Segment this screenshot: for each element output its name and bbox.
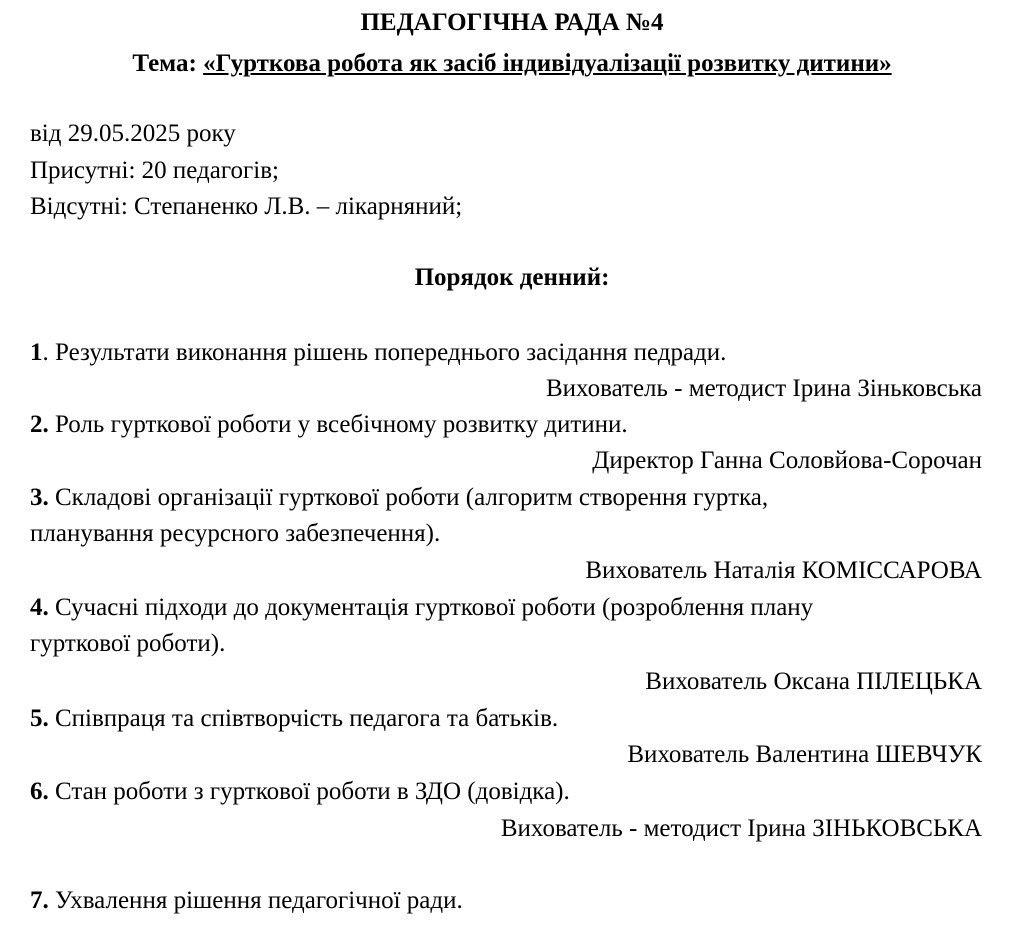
agenda-speaker-3: Вихователь Наталія КОМІССАРОВА: [585, 557, 982, 584]
agenda-item-7: 7. Ухвалення рішення педагогічної ради.: [30, 887, 463, 914]
theme-label: Тема:: [132, 50, 197, 77]
agenda-item-3: 3. Складові організації гурткової роботи (алгоритм створення гуртка,: [30, 484, 769, 511]
document-title: ПЕДАГОГІЧНА РАДА №4: [360, 9, 664, 36]
agenda-speaker-5: Вихователь Валентина ШЕВЧУК: [627, 741, 982, 768]
document-theme: [0, 45, 1024, 82]
agenda-item-4: 4. Сучасні підходи до документація гурткової роботи (розроблення плану: [30, 594, 814, 621]
present-count: Присутні: 20 педагогів;: [30, 157, 279, 184]
agenda-speaker-6: Вихователь - методист Ірина ЗІНЬКОВСЬКА: [500, 815, 982, 842]
agenda-item-1: 1. Результати виконання рішень попереднього засідання педради.: [30, 339, 727, 366]
agenda-speaker-4: Вихователь Оксана ПІЛЕЦЬКА: [645, 668, 982, 695]
agenda-item-3-cont: планування ресурсного забезпечення).: [30, 520, 441, 547]
absent-list: Відсутні: Степаненко Л.В. – лікарняний;: [30, 193, 463, 220]
agenda-heading: Порядок денний:: [414, 264, 610, 291]
agenda-speaker-2: Директор Ганна Соловйова-Сорочан: [592, 447, 982, 474]
meeting-date: від 29.05.2025 року: [30, 120, 236, 147]
agenda-speaker-1: Вихователь - методист Ірина Зіньковська: [546, 375, 982, 402]
theme-text: «Гурткова робота як засіб індивідуалізації розвитку дитини»: [203, 50, 892, 77]
agenda-item-2: 2. Роль гурткової роботи у всебічному розвитку дитини.: [30, 411, 628, 438]
agenda-item-5: 5. Співпраця та співтворчість педагога та батьків.: [30, 705, 559, 732]
agenda-item-4-cont: гурткової роботи).: [30, 630, 226, 657]
agenda-item-6: 6. Стан роботи з гурткової роботи в ЗДО (довідка).: [30, 778, 570, 805]
